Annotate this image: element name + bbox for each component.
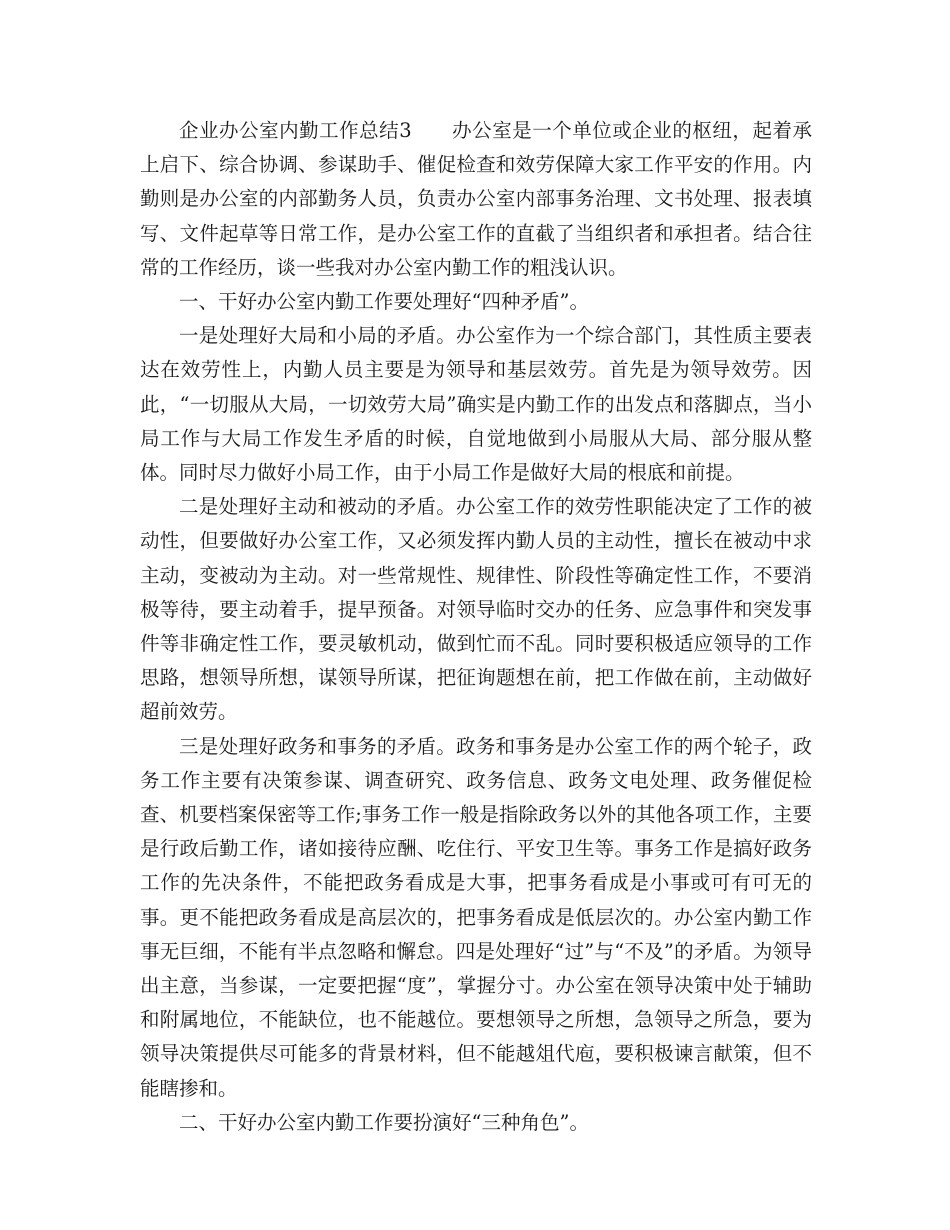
- section-heading-four-contradictions: 一、干好办公室内勤工作要处理好“四种矛盾”。: [179, 290, 589, 314]
- document-body: [140, 114, 812, 1140]
- paragraph-government-vs-affairs: 三是处理好政务和事务的矛盾。政务和事务是办公室工作的两个轮子，政务工作主要有决策参谋、调查研究、政务信息、政务文电处理、政务催促检查、机要档案保密等工作;事务工作一般是指除政务以外的其他各项工作，主要是行政后勤工作，诸如接待应酬、吃住行、平安卫生等。事务工作是搞好政务工作的先决条件，不能把政务看成是大事，把事务看成是小事或可有可无的事。更不能把政务看成是高层次的，把事务看成是低层次的。办公室内勤工作事无巨细，不能有半点忽略和懈怠。四是处理好“过”与“不及”的矛盾。为领导出主意，当参谋，一定要把握“度”，掌握分寸。办公室在领导决策中处于辅助和附属地位，不能缺位，也不能越位。要想领导之所想，急领导之所急，要为领导决策提供尽可能多的背景材料，但不能越俎代庖，要积极谏言献策，但不能瞎掺和。: [140, 734, 812, 1100]
- paragraph-active-vs-passive: 二是处理好主动和被动的矛盾。办公室工作的效劳性职能决定了工作的被动性，但要做好办公室工作，又必须发挥内勤人员的主动性，擅长在被动中求主动，变被动为主动。对一些常规性、规律性、阶段性等确定性工作，不要消极等待，要主动着手，提早预备。对领导临时交办的任务、应急事件和突发事件等非确定性工作，要灵敏机动，做到忙而不乱。同时要积极适应领导的工作思路，想领导所想，谋领导所谋，把征询题想在前，把工作做在前，主动做好超前效劳。: [140, 495, 812, 724]
- paragraph-overall-vs-local: 一是处理好大局和小局的矛盾。办公室作为一个综合部门，其性质主要表达在效劳性上，内勤人员主要是为领导和基层效劳。首先是为领导效劳。因此，“一切服从大局，一切效劳大局”确实是内勤工作的出发点和落脚点，当小局工作与大局工作发生矛盾的时候，自觉地做到小局服从大局、部分服从整体。同时尽力做好小局工作，由于小局工作是做好大局的根底和前提。: [140, 324, 812, 485]
- intro-paragraph: 企业办公室内勤工作总结3 办公室是一个单位或企业的枢纽，起着承上启下、综合协调、参谋助手、催促检查和效劳保障大家工作平安的作用。内勤则是办公室的内部勤务人员，负责办公室内部事务治理、文书处理、报表填写、文件起草等日常工作，是办公室工作的直截了当组织者和承担者。结合往常的工作经历，谈一些我对办公室内勤工作的粗浅认识。: [140, 119, 812, 279]
- section-heading-three-roles: 二、干好办公室内勤工作要扮演好“三种角色”。: [179, 1110, 589, 1134]
